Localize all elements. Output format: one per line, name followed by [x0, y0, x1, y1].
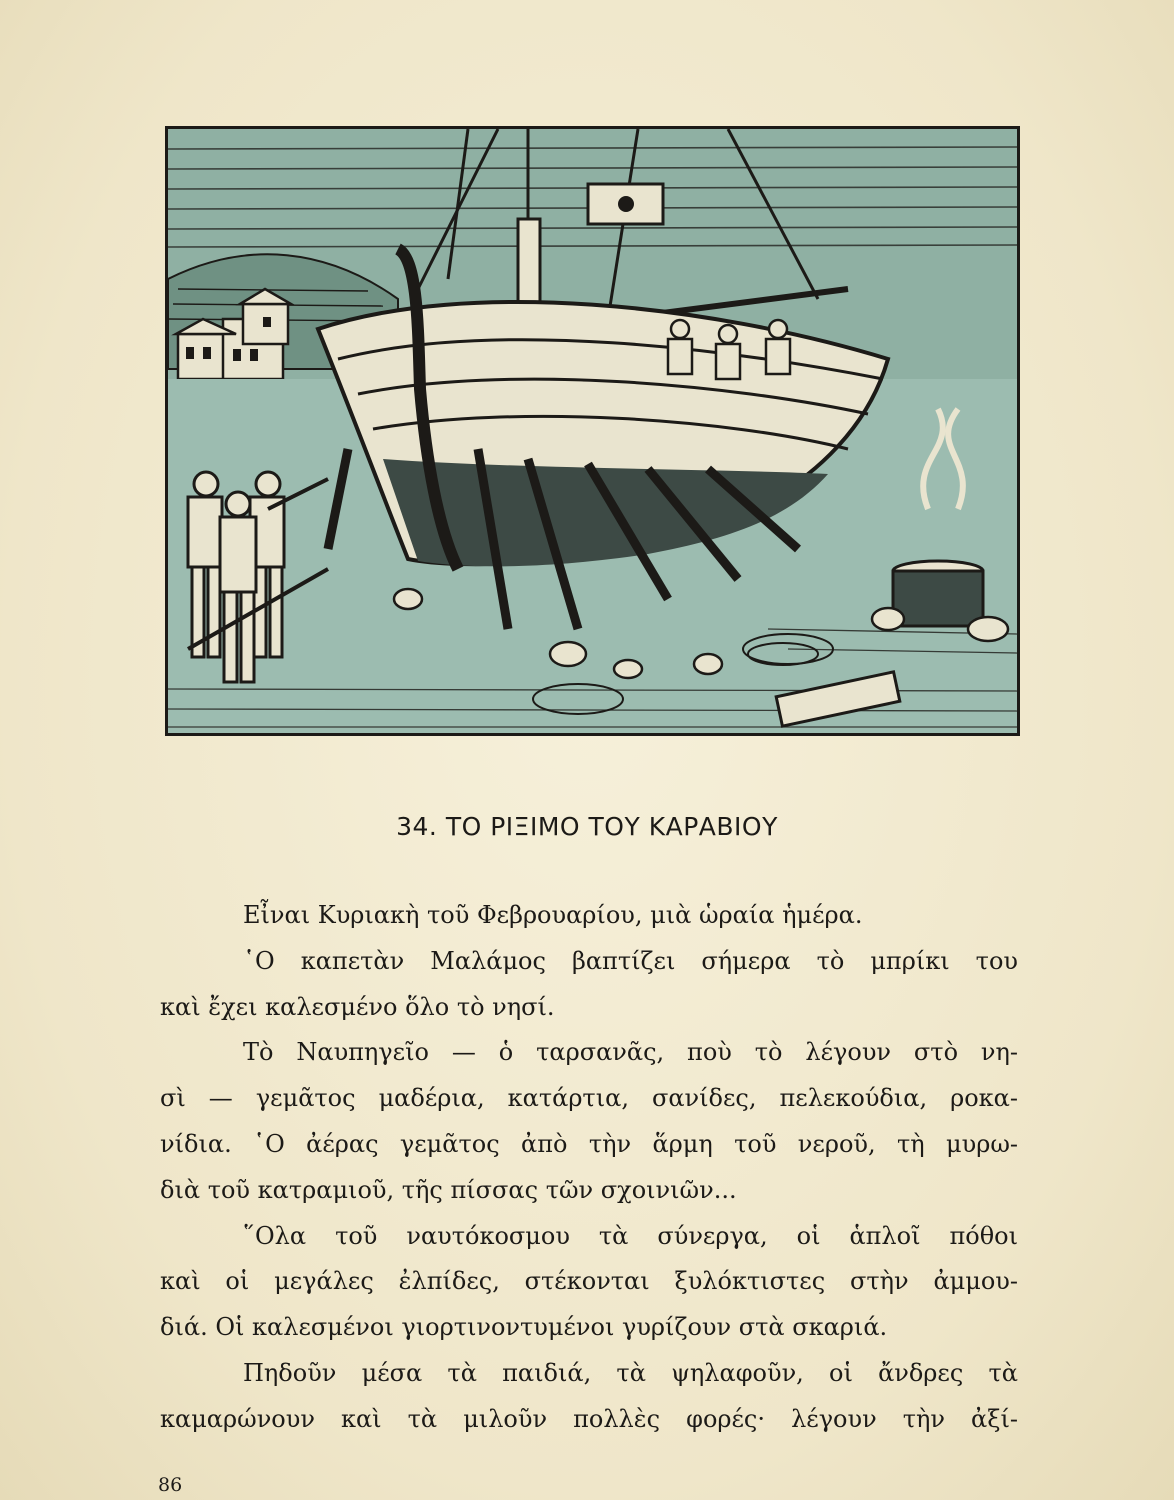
woodcut-ship-drawing: [168, 129, 1017, 733]
text-line: διὰ τοῦ κατραμιοῦ, τῆς πίσσας τῶν σχοινιῶν...: [160, 1175, 737, 1204]
text-line: ῾Ο καπετὰν Μαλάμος βαπτίζει σήμερα τὸ μπρίκι του: [243, 946, 1018, 975]
chapter-body-text: [160, 893, 1018, 1443]
text-line: ῞Ολα τοῦ ναυτόκοσμου τὰ σύνεργα, οἱ ἁπλοῖ πόθοι: [243, 1221, 1018, 1250]
text-line: διά. Οἱ καλεσμένοι γιορτινοντυμένοι γυρίζουν στὰ σκαριά.: [160, 1313, 888, 1342]
text-line: σὶ — γεμᾶτος μαδέρια, κατάρτια, σανίδες, πελεκούδια, ροκα-: [160, 1084, 1018, 1113]
page-number: 86: [158, 1474, 183, 1496]
text-line: Τὸ Ναυπηγεῖο — ὁ ταρσανᾶς, ποὺ τὸ λέγουν στὸ νη-: [243, 1038, 1018, 1067]
ship-launch-illustration: [165, 126, 1020, 736]
chapter-title: 34. ΤΟ ΡΙΞΙΜΟ ΤΟΥ ΚΑΡΑΒΙΟΥ: [396, 812, 778, 841]
text-line: καὶ ἔχει καλεσμένο ὅλο τὸ νησί.: [160, 992, 555, 1021]
text-line: Εἶναι Κυριακὴ τοῦ Φεβρουαρίου, μιὰ ὡραία ἡμέρα.: [243, 901, 863, 929]
text-line: καμαρώνουν καὶ τὰ μιλοῦν πολλὲς φορές· λέγουν τὴν ἀξί-: [160, 1404, 1018, 1433]
text-line: νίδια. ῾Ο ἀέρας γεμᾶτος ἀπὸ τὴν ἅρμη τοῦ νεροῦ, τὴ μυρω-: [160, 1129, 1018, 1158]
text-line: καὶ οἱ μεγάλες ἐλπίδες, στέκονται ξυλόκτιστες στὴν ἀμμου-: [160, 1267, 1018, 1296]
text-line: Πηδοῦν μέσα τὰ παιδιά, τὰ ψηλαφοῦν, οἱ ἄνδρες τὰ: [243, 1358, 1018, 1387]
